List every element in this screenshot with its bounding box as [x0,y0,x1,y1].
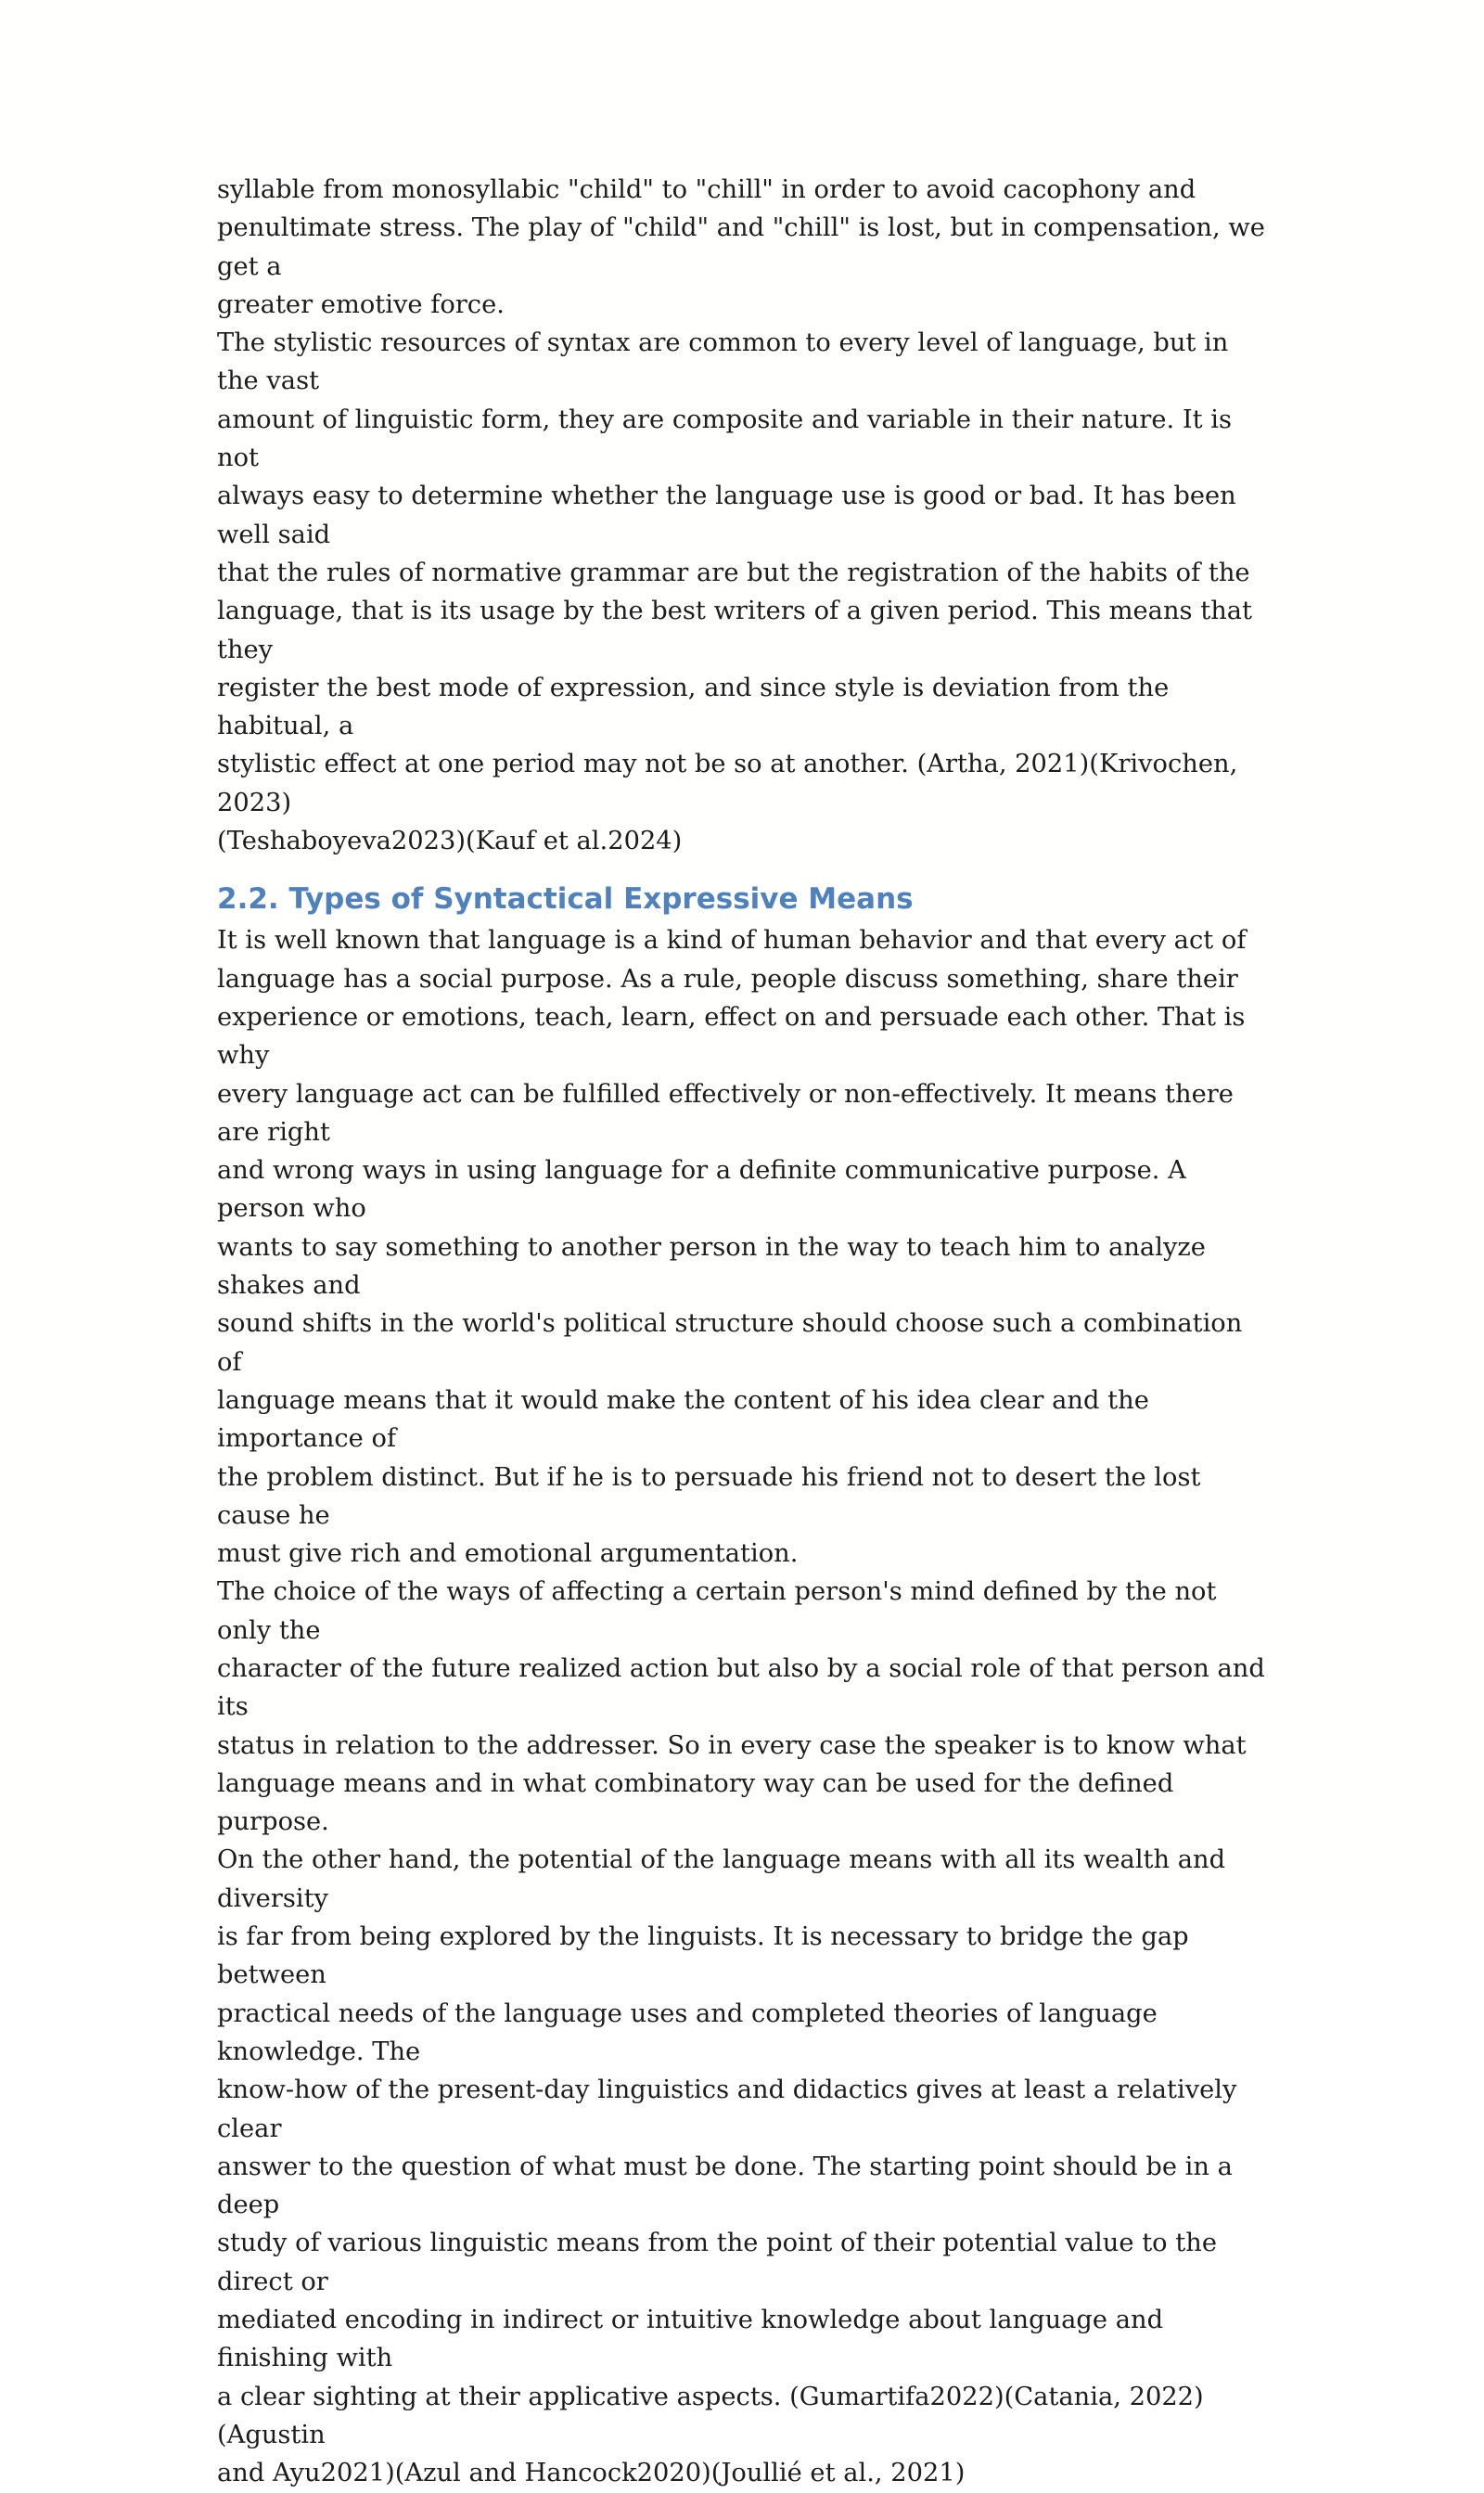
page-content [217,171,1265,2493]
paragraph-choice-of-ways: The choice of the ways of affecting a certain person's mind defined by the not only the character of the future realized action but also by a social role of that person and its status in relation to the addresser. So in every case the speaker is to know what language means and in what combinatory way can be used for the defined purpose. [217,1577,1265,1837]
paragraph-stylistic-resources: The stylistic resources of syntax are common to every level of language, but in the vast amount of linguistic form, they are composite and variable in their nature. It is not always easy to determine whether the language use is good or bad. It has been well said that the rules of normative grammar are but the registration of the habits of the language, that is its usage by the best writers of a given period. This means that they register the best mode of expression, and since style is deviation from the habitual, a stylistic effect at one period may not be so at another. (Artha, 2021)(Krivochen, 2023) (Teshaboyeva2023)(Kauf et al.2024) [217,328,1253,856]
section-heading: 2.2. Types of Syntactical Expressive Means [217,882,914,917]
paragraph-language-behavior: It is well known that language is a kind of human behavior and that every act of language has a social purpose. As a rule, people discuss something, share their experience or emotions, teach, learn, effect on and persuade each other. That is why every language act can be fulfilled effectively or non-effectively. It means there are right and wrong ways in using language for a definite communicative purpose. A person who wants to say something to another person in the way to teach him to analyze shakes and sound shifts in the world's political structure should choose such a combination of language means that it would make the content of his idea clear and the importance of the problem distinct. But if he is to persuade his friend not to desert the lost cause he must give rich and emotional argumentation. [217,926,1247,1569]
paragraph-potential-of-language: On the other hand, the potential of the language means with all its wealth and diversity is far from being explored by the linguists. It is necessary to bridge the gap between practical needs of the language uses and completed theories of language knowledge. The know-how of the present-day linguistics and didactics gives at least a relatively clear answer to the question of what must be done. The starting point should be in a deep study of various linguistic means from the point of their potential value to the direct or mediated encoding in indirect or intuitive knowledge about language and finishing with a clear sighting at their applicative aspects. (Gumartifa2022)(Catania, 2022)(Agustin and Ayu2021)(Azul and Hancock2020)(Joullié et al., 2021) [217,1845,1237,2488]
paragraph-continuation: syllable from monosyllabic "child" to "chill" in order to avoid cacophony and penultimate stress. The play of "child" and "chill" is lost, but in compensation, we get a greater emotive force. [217,175,1265,319]
